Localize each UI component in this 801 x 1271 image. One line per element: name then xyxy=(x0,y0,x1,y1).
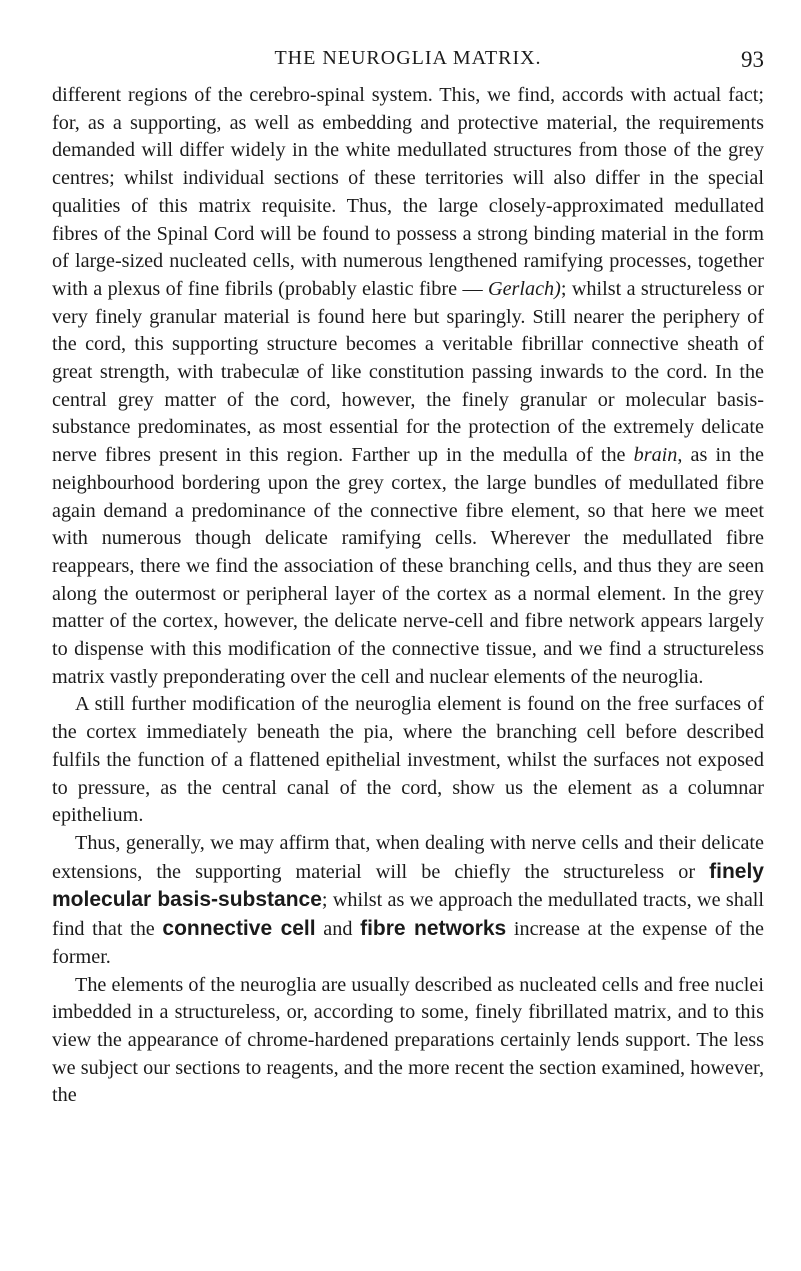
text-segment: and xyxy=(315,918,361,941)
paragraph-2 xyxy=(52,691,764,830)
book-page xyxy=(52,0,764,1110)
paragraph-1 xyxy=(52,82,764,691)
text-segment: A still further modification of the neuroglia element is found on the free surfaces of the cortex immediately beneath the pia, where the branching cell before described fulfils the function of a flattened epithelial investment, whilst the surfaces not exposed to pressure, as the central canal of the cord, show us the element as a columnar epithelium. xyxy=(52,693,764,827)
text-segment: ; whilst as we approach the medullated tracts, we shall find that the xyxy=(52,889,764,941)
text-segment: ; whilst a structureless or very finely granular material is found here but sparingly. Still nearer the periphery of the cord, this supporting structure becomes a veritable fibrillar connective sheath of great strength, with trabeculæ of like constitution passing inwards to the cord. In the central grey matter of the cord, however, the finely granular or molecular basis-substance predominates, as most essential for the protection of the extremely delicate nerve fibres present in this region. Farther up in the medulla of the xyxy=(52,277,764,467)
text-segment: The elements of the neuroglia are usually described as nucleated cells and free nuclei imbedded in a structureless, or, according to some, finely fibrillated matrix, and to this view the appearance of chrome-hardened preparations certainly lends support. The less we subject our sections to reagents, and the more recent the section examined, however, the xyxy=(52,973,764,1107)
paragraph-3 xyxy=(52,830,764,972)
text-segment: different regions of the cerebro-spinal system. This, we find, accords with actual fact; for, as a supporting, as well as embedding and protective material, the requirements demanded will differ widely in the white medullated structures from those of the grey centres; whilst individual sections of these territories will also differ in the special qualities of this matrix requisite. Thus, the large closely-approximated medullated fibres of the Spinal Cord will be found to possess a strong binding material in the form of large-sized nucleated cells, with numerous lengthened ramifying processes, together with a plexus of fine fibrils (probably elastic fibre — xyxy=(52,84,764,300)
text-segment: Thus, generally, we may affirm that, when dealing with nerve cells and their delicate extensions, the supporting material will be chiefly the structureless or xyxy=(52,831,764,883)
running-head: THE NEUROGLIA MATRIX. xyxy=(274,47,542,69)
paragraph-4 xyxy=(52,972,764,1111)
bold-term-basis-substance: finely molecular basis-substance xyxy=(52,859,764,912)
bold-term-fibre-networks: fibre networks xyxy=(360,917,507,941)
bold-term-connective-cell: connective cell xyxy=(162,917,316,941)
emphasis-brain: brain xyxy=(633,444,678,467)
body-text xyxy=(52,82,764,1110)
text-segment: increase at the expense of the former. xyxy=(52,918,765,968)
citation-gerlach: Gerlach) xyxy=(488,277,561,300)
text-segment: , as in the neighbourhood bordering upon the grey cortex, the large bundles of medullated fibre again demand a predominance of the connective fibre element, so that here we meet with numerous though delicate ramifying cells. Wherever the medullated fibre reappears, there we find the association of these branching cells, and thus they are seen along the outermost or peripheral layer of the cortex as a normal element. In the grey matter of the cortex, however, the delicate nerve-cell and fibre network appears largely to dispense with this modification of the connective tissue, and we find a structureless matrix vastly preponderating over the cell and nuclear elements of the neuroglia. xyxy=(52,444,764,688)
page-number: 93 xyxy=(741,47,764,72)
page-header xyxy=(52,0,764,82)
